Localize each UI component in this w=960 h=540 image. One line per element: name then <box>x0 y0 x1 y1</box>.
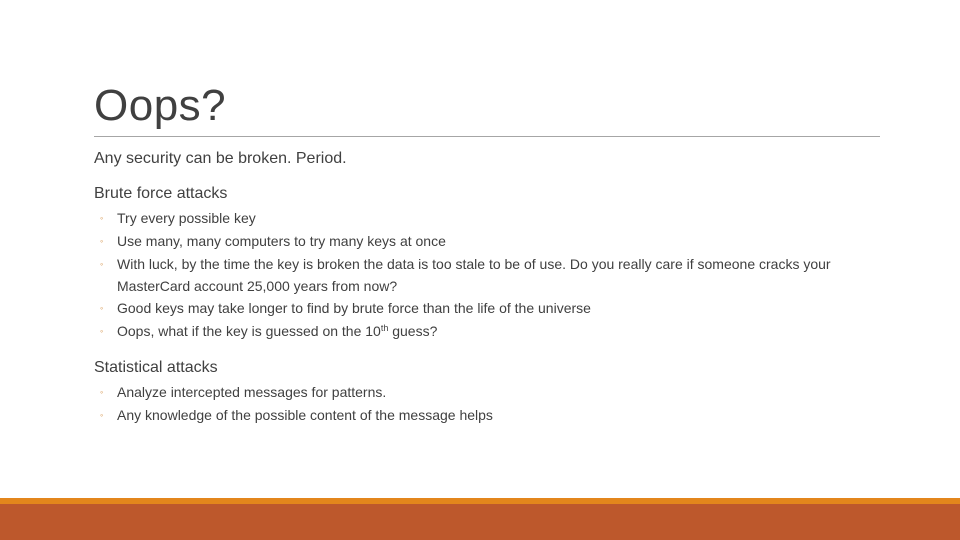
body-line-security: Any security can be broken. Period. <box>94 150 347 167</box>
bullet-icon: ◦ <box>100 236 104 246</box>
list-item <box>94 207 894 230</box>
list-item <box>94 297 894 320</box>
list-item-text-before: Oops, what if the key is guessed on the 10 <box>117 323 381 339</box>
list-item <box>94 404 894 427</box>
list-item-text-after: guess? <box>388 323 438 339</box>
title-divider <box>94 136 880 137</box>
list-item-text: With luck, by the time the key is broken the data is too stale to be of use. Do you really care if someone cracks your MasterCard account 25,000 years from now? <box>117 256 831 294</box>
statistical-list <box>94 381 894 427</box>
list-item <box>94 253 894 297</box>
bullet-icon: ◦ <box>100 410 104 420</box>
slide-title: Oops? <box>94 81 227 130</box>
bullet-icon: ◦ <box>100 213 104 223</box>
list-item <box>94 320 894 343</box>
heading-brute-force: Brute force attacks <box>94 185 228 202</box>
list-item-text: Good keys may take longer to find by brute force than the life of the universe <box>117 300 591 316</box>
bullet-icon: ◦ <box>100 326 104 336</box>
bullet-icon: ◦ <box>100 387 104 397</box>
slide-body <box>94 148 894 427</box>
footer-bar <box>0 504 960 540</box>
list-item-text: Use many, many computers to try many keys at once <box>117 233 446 249</box>
heading-statistical: Statistical attacks <box>94 359 218 376</box>
bullet-icon: ◦ <box>100 303 104 313</box>
list-item <box>94 381 894 404</box>
list-item-text: Any knowledge of the possible content of the message helps <box>117 407 493 423</box>
list-item-text: Analyze intercepted messages for patterns. <box>117 384 387 400</box>
superscript-th: th <box>380 323 389 333</box>
list-item <box>94 230 894 253</box>
bullet-icon: ◦ <box>100 259 104 269</box>
list-item-text: Try every possible key <box>117 210 256 226</box>
brute-force-list <box>94 207 894 343</box>
